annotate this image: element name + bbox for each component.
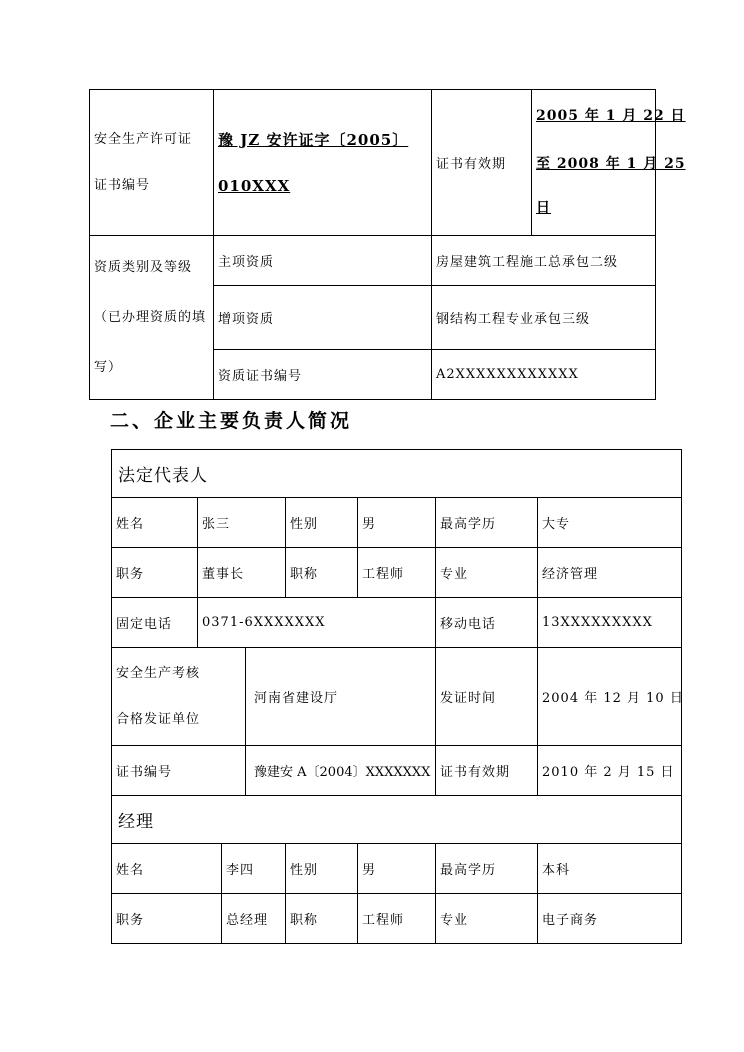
legal-rep-major-value: 经济管理 [538,548,682,598]
validity-cell [532,90,686,236]
legal-rep-edu-label: 最高学历 [436,498,538,548]
qual-cert-value: A2XXXXXXXXXXXX [432,350,656,400]
qual-label-line1: 资质类别及等级 [94,259,193,275]
manager-position-label: 职务 [112,894,222,944]
legal-rep-mobile-value: 13XXXXXXXXX [538,598,682,648]
legal-rep-phone-value: 0371-6XXXXXXX [198,598,436,648]
legal-rep-title-value: 工程师 [358,548,436,598]
legal-rep-phone-label: 固定电话 [112,598,198,648]
legal-rep-edu-value: 大专 [538,498,682,548]
manager-gender-label: 性别 [286,844,358,894]
cert-number-line1: 豫 JZ 安许证字〔2005〕 [218,130,409,149]
legal-rep-gender-label: 性别 [286,498,358,548]
add-qual-value: 钢结构工程专业承包三级 [432,286,656,350]
legal-rep-cert-no-value: 豫建安 A〔2004〕XXXXXXX [246,746,436,796]
validity-label: 证书有效期 [432,90,532,236]
manager-edu-label: 最高学历 [436,844,538,894]
cert-label-line1: 安全生产许可证 [94,131,193,147]
legal-rep-heading: 法定代表人 [112,450,682,498]
cert-number-cell [214,90,432,236]
validity-line1: 2005 年 1 月 22 日 [536,108,686,124]
manager-major-label: 专业 [436,894,538,944]
manager-title-value: 工程师 [358,894,436,944]
qual-label-line2: （已办理资质的填 [94,309,207,325]
cert-number-line2: 010XXX [218,176,291,195]
cert-label-cell [90,90,214,236]
legal-rep-name-value: 张三 [198,498,286,548]
legal-rep-issuer-value: 河南省建设厅 [246,648,436,746]
legal-rep-issue-date-label: 发证时间 [436,648,538,746]
qual-label-cell [90,236,214,400]
legal-rep-position-label: 职务 [112,548,198,598]
manager-gender-value: 男 [358,844,436,894]
main-qual-label: 主项资质 [214,236,432,286]
cert-label-line2: 证书编号 [94,177,151,193]
main-qual-value: 房屋建筑工程施工总承包二级 [432,236,656,286]
legal-rep-gender-value: 男 [358,498,436,548]
manager-title-label: 职称 [286,894,358,944]
manager-edu-value: 本科 [538,844,682,894]
qual-label-line3: 写） [94,359,123,375]
legal-rep-validity-label: 证书有效期 [436,746,538,796]
validity-line2: 至 2008 年 1 月 25 [536,156,686,172]
issuer-label-line2: 合格发证单位 [116,711,201,727]
manager-position-value: 总经理 [222,894,286,944]
add-qual-label: 增项资质 [214,286,432,350]
legal-rep-mobile-label: 移动电话 [436,598,538,648]
manager-major-value: 电子商务 [538,894,682,944]
qual-cert-label: 资质证书编号 [214,350,432,400]
manager-name-value: 李四 [222,844,286,894]
legal-rep-issue-date-value: 2004 年 12 月 10 日 [538,648,682,746]
issuer-label-line1: 安全生产考核 [116,665,201,681]
manager-heading: 经理 [112,796,682,844]
legal-rep-validity-value: 2010 年 2 月 15 日 [538,746,682,796]
section-title: 二、企业主要负责人简况 [110,410,353,432]
legal-rep-issuer-label [112,648,246,746]
manager-name-label: 姓名 [112,844,222,894]
legal-rep-title-label: 职称 [286,548,358,598]
principals-table [111,449,682,944]
legal-rep-name-label: 姓名 [112,498,198,548]
legal-rep-major-label: 专业 [436,548,538,598]
legal-rep-position-value: 董事长 [198,548,286,598]
permit-table [89,89,686,400]
legal-rep-cert-no-label: 证书编号 [112,746,246,796]
validity-line3: 日 [536,200,551,216]
